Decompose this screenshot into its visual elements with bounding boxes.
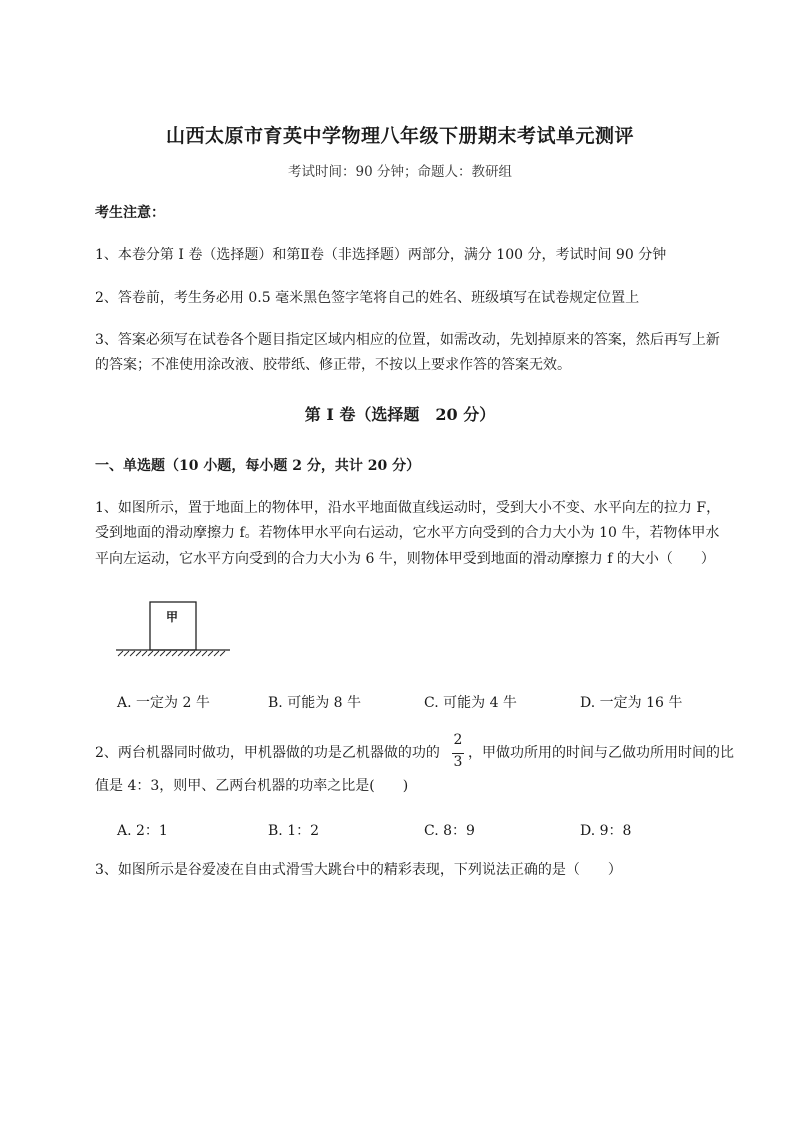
question-2-option-a[interactable]: A. 2：1 [117,823,168,839]
question-1-figure [114,600,234,662]
block-label: 甲 [166,610,179,624]
question-2-option-c[interactable]: C. 8：9 [424,823,475,839]
part-heading: 一、单选题（10 小题，每小题 2 分，共计 20 分） [95,458,421,474]
question-2-line-1-pre: 2、两台机器同时做功，甲机器做的功是乙机器做的功的 [95,745,440,761]
notice-item-3: 3、答案必须写在试卷各个题目指定区域内相应的位置，如需改动，先划掉原来的答案，然后再写上新 [95,332,720,348]
notice-heading: 考生注意： [95,205,165,221]
question-1-line-1: 1、如图所示，置于地面上的物体甲，沿水平地面做直线运动时，受到大小不变、水平向左的拉力 F， [95,500,721,516]
notice-item-3-cont: 的答案；不准使用涂改液、胶带纸、修正带，不按以上要求作答的答案无效。 [95,357,571,373]
question-1-option-d[interactable]: D. 一定为 16 牛 [580,695,683,711]
question-1-option-b[interactable]: B. 可能为 8 牛 [268,695,361,711]
question-2-option-b[interactable]: B. 1：2 [268,823,320,839]
question-1-line-2: 受到地面的滑动摩擦力 f。若物体甲水平向右运动，它水平方向受到的合力大小为 10 牛，若物体甲水 [95,525,720,541]
notice-item-2: 2、答卷前，考生务必用 0.5 毫米黑色签字笔将自己的姓名、班级填写在试卷规定位置上 [95,290,640,306]
question-2-line-2: 值是 4：3，则甲、乙两台机器的功率之比是( ) [95,778,409,794]
ground-hatching [118,651,225,656]
question-1-line-3: 平向左运动，它水平方向受到的合力大小为 6 牛，则物体甲受到地面的滑动摩擦力 f 的大小（ ） [95,551,715,567]
fraction-numerator: 2 [453,732,463,748]
question-1-option-a[interactable]: A. 一定为 2 牛 [117,695,210,711]
fraction-denominator: 3 [453,754,463,770]
question-2-line-1-post: ，甲做功所用的时间与乙做功所用时间的比 [468,745,734,761]
question-2-option-d[interactable]: D. 9：8 [580,823,632,839]
question-1-option-c[interactable]: C. 可能为 4 牛 [424,695,517,711]
question-3-line-1: 3、如图所示是谷爱凌在自由式滑雪大跳台中的精彩表现，下列说法正确的是（ ） [95,862,622,878]
section-title: 第 I 卷（选择题 20 分） [304,405,496,424]
document-title: 山西太原市育英中学物理八年级下册期末考试单元测评 [165,125,634,147]
notice-item-1: 1、本卷分第 I 卷（选择题）和第Ⅱ卷（非选择题）两部分，满分 100 分，考试时间 90 分钟 [95,247,667,263]
document-subtitle: 考试时间：90 分钟；命题人：教研组 [288,164,512,180]
